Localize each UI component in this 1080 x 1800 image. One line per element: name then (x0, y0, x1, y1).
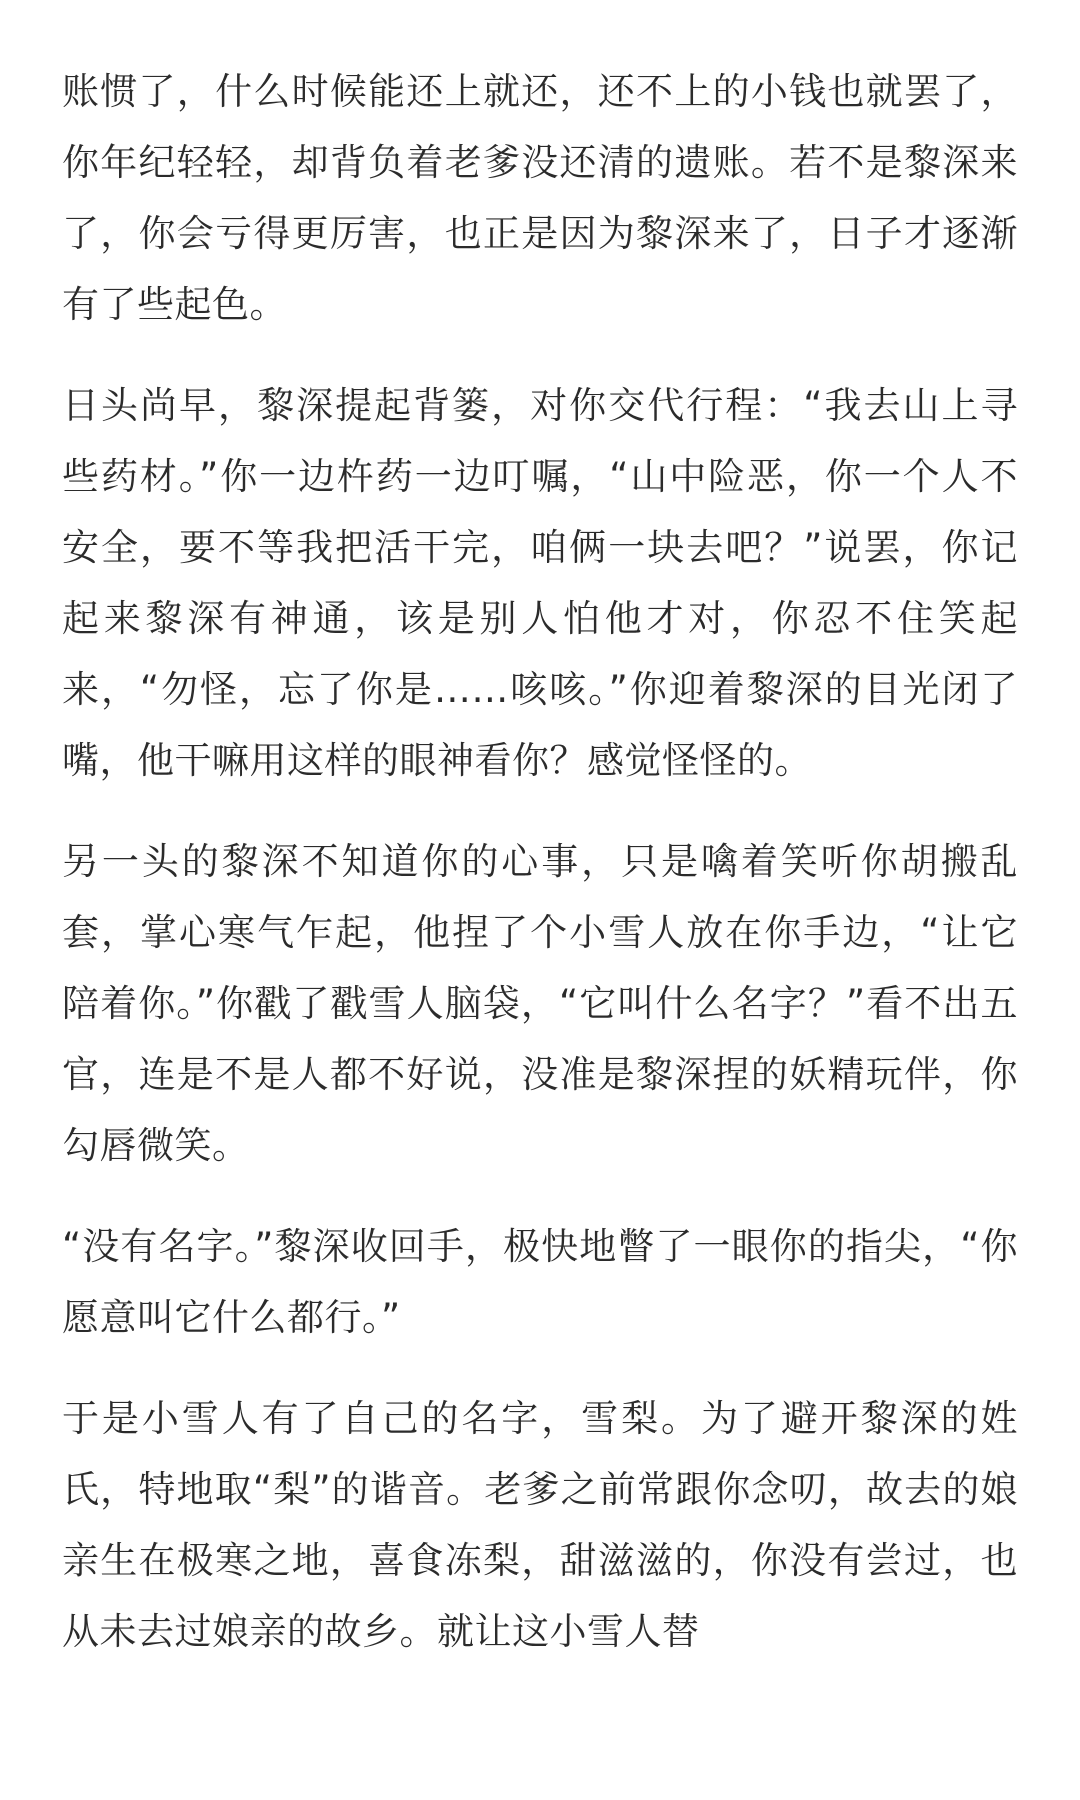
paragraph-2: 日头尚早，黎深提起背篓，对你交代行程：“我去山上寻些药材。”你一边杵药一边叮嘱，“山中险恶，你一个人不安全，要不等我把活干完，咱俩一块去吧？”说罢，你记起来黎深有神通，该是别人怕他才对，你忍不住笑起来，“勿怪，忘了你是……咳咳。”你迎着黎深的目光闭了嘴，他干嘛用这样的眼神看你？感觉怪怪的。 (62, 384, 1018, 782)
paragraph-1: 账惯了，什么时候能还上就还，还不上的小钱也就罢了，你年纪轻轻，却背负着老爹没还清的遗账。若不是黎深来了，你会亏得更厉害，也正是因为黎深来了，日子才逐渐有了些起色。 (62, 70, 1018, 326)
paragraph-5: 于是小雪人有了自己的名字，雪梨。为了避开黎深的姓氏，特地取“梨”的谐音。老爹之前常跟你念叨，故去的娘亲生在极寒之地，喜食冻梨，甜滋滋的，你没有尝过，也从未去过娘亲的故乡。就让这小雪人替 (62, 1397, 1018, 1653)
paragraph-3: 另一头的黎深不知道你的心事，只是噙着笑听你胡搬乱套，掌心寒气乍起，他捏了个小雪人放在你手边，“让它陪着你。”你戳了戳雪人脑袋，“它叫什么名字？”看不出五官，连是不是人都不好说，没准是黎深捏的妖精玩伴，你勾唇微笑。 (62, 840, 1018, 1167)
paragraph-4: “没有名字。”黎深收回手，极快地瞥了一眼你的指尖，“你愿意叫它什么都行。” (62, 1225, 1018, 1339)
